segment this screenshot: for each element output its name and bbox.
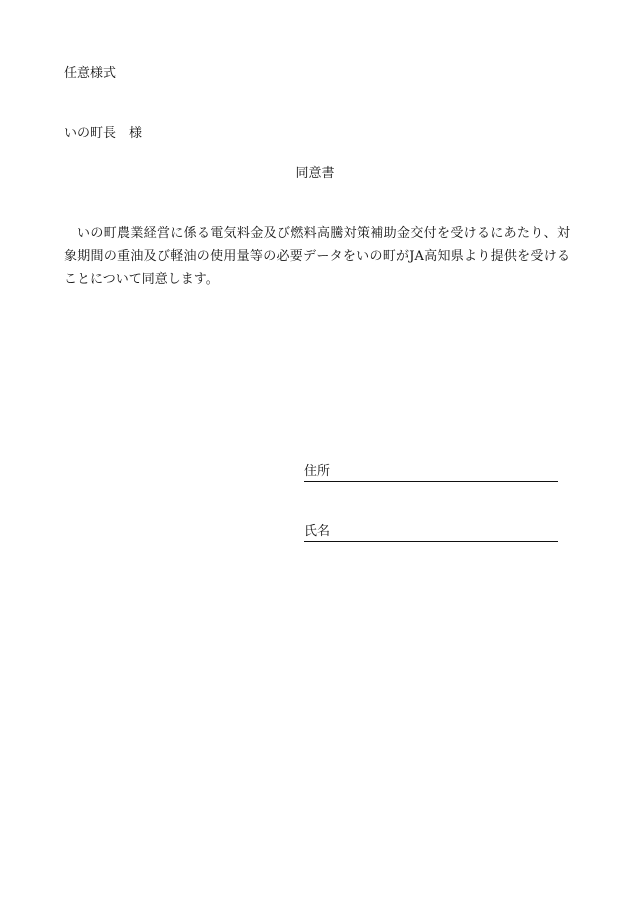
name-label: 氏名	[304, 524, 331, 539]
name-signature-line[interactable]	[304, 523, 558, 542]
address-signature-line[interactable]	[304, 463, 558, 482]
form-type-label: 任意様式	[64, 66, 117, 81]
address-label: 住所	[304, 464, 331, 479]
document-title: 同意書	[295, 166, 335, 181]
consent-body-text: いの町農業経営に係る電気料金及び燃料高騰対策補助金交付を受けるにあたり、対象期間の重油及び軽油の使用量等の必要データをいの町がJA高知県より提供を受けることについて同意します。	[64, 226, 570, 287]
addressee: いの町長 様	[64, 126, 143, 141]
